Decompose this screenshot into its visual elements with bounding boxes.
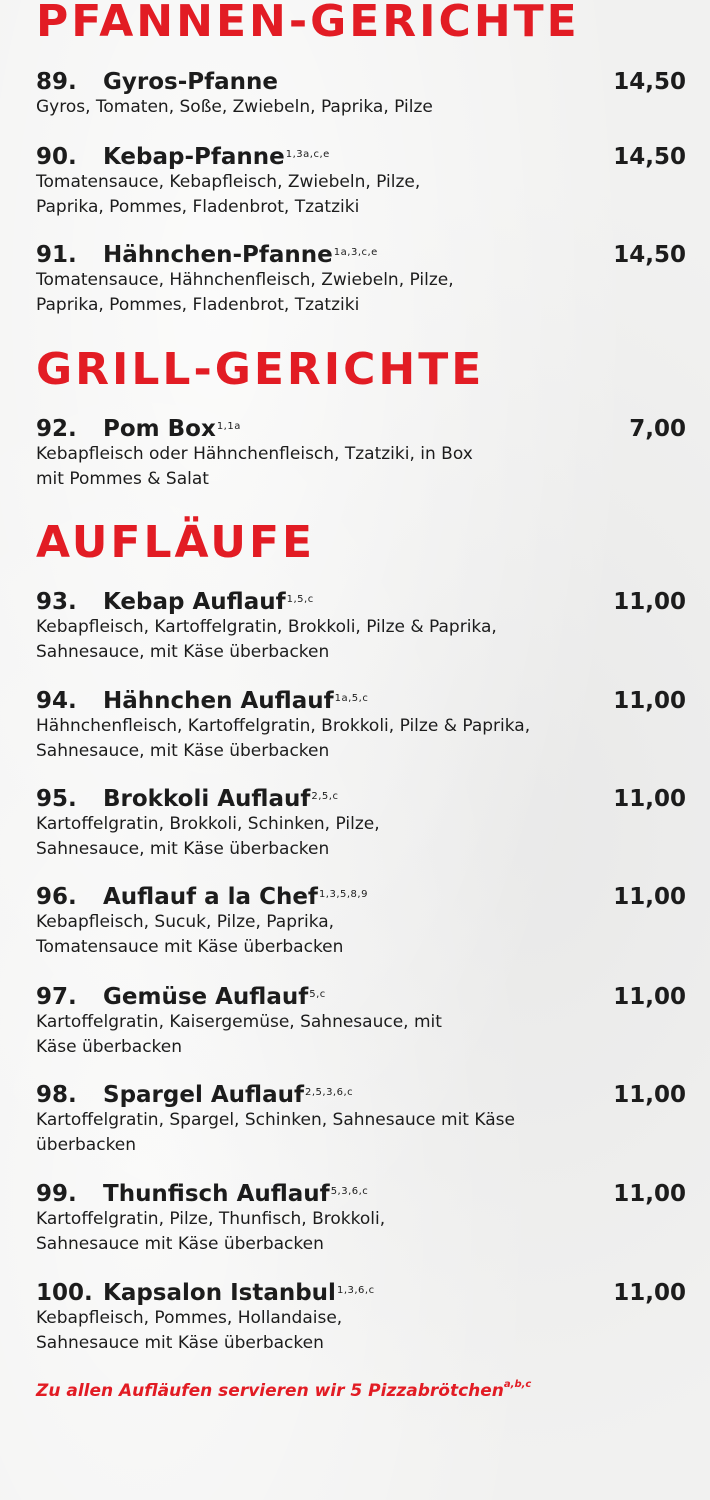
item-description: Kartoffelgratin, Spargel, Schinken, Sahnesauce mit Käse überbacken	[36, 1110, 515, 1155]
menu-item-94	[36, 686, 686, 764]
menu-item-97	[36, 982, 686, 1060]
item-price: 11,00	[613, 984, 686, 1010]
allergen-codes: 1,3,5,8,9	[318, 889, 368, 900]
item-price: 14,50	[613, 69, 686, 95]
item-number: 97.	[36, 984, 77, 1010]
item-price: 11,00	[613, 786, 686, 812]
item-name: Brokkoli Auflauf$^{2,5,c}$	[103, 786, 339, 812]
section-title-grill: GRILL-GERICHTE	[36, 344, 485, 395]
menu-item-93	[36, 587, 686, 665]
allergen-codes: 1a,3,c,e	[333, 247, 378, 258]
footnote-allergens: a,b,c	[503, 1379, 532, 1390]
section-title-auflaeufe: AUFLÄUFE	[36, 517, 316, 568]
item-number: 91.	[36, 242, 77, 268]
allergen-codes: 1,5,c	[286, 594, 314, 605]
item-description: Tomatensauce, Kebapfleisch, Zwiebeln, Pilze, Paprika, Pommes, Fladenbrot, Tzatziki	[36, 172, 421, 217]
item-name: Gemüse Auflauf$^{5,c}$	[103, 984, 326, 1010]
item-number: 95.	[36, 786, 77, 812]
item-number: 99.	[36, 1181, 77, 1207]
item-name: Hähnchen-Pfanne$^{1a,3,c,e}$	[103, 242, 378, 268]
allergen-codes: 1,1a	[216, 421, 241, 432]
item-description: Hähnchenfleisch, Kartoffelgratin, Brokkoli, Pilze & Paprika, Sahnesauce, mit Käse überbacken	[36, 716, 531, 761]
menu-item-92	[36, 414, 686, 492]
item-number: 100.	[36, 1280, 93, 1306]
item-price: 11,00	[613, 1181, 686, 1207]
menu-item-98	[36, 1080, 686, 1158]
section-title-pfannen: PFANNEN-GERICHTE	[36, 0, 580, 47]
item-price: 14,50	[613, 242, 686, 268]
item-number: 89.	[36, 69, 77, 95]
item-number: 94.	[36, 688, 77, 714]
item-description: Gyros, Tomaten, Soße, Zwiebeln, Paprika, Pilze	[36, 97, 433, 117]
item-description: Kartoffelgratin, Kaisergemüse, Sahnesauce, mit Käse überbacken	[36, 1012, 442, 1057]
item-description: Kartoffelgratin, Pilze, Thunfisch, Brokkoli, Sahnesauce mit Käse überbacken	[36, 1209, 386, 1254]
allergen-codes: 5,3,6,c	[330, 1186, 369, 1197]
item-price: 7,00	[629, 416, 686, 442]
footnote: Zu allen Aufläufen servieren wir 5 Pizzabrötchen$^{a,b,c}$	[36, 1379, 532, 1401]
item-number: 92.	[36, 416, 77, 442]
item-name: Kapsalon Istanbul$^{1,3,6,c}$	[103, 1280, 375, 1306]
allergen-codes: 5,c	[309, 989, 326, 1000]
item-price: 14,50	[613, 144, 686, 170]
menu-item-99	[36, 1179, 686, 1257]
allergen-codes: 2,5,c	[311, 791, 339, 802]
item-description: Tomatensauce, Hähnchenfleisch, Zwiebeln, Pilze, Paprika, Pommes, Fladenbrot, Tzatziki	[36, 270, 454, 315]
menu-item-90	[36, 142, 686, 220]
item-price: 11,00	[613, 589, 686, 615]
allergen-codes: 1,3,6,c	[336, 1285, 375, 1296]
item-number: 93.	[36, 589, 77, 615]
item-number: 98.	[36, 1082, 77, 1108]
item-price: 11,00	[613, 688, 686, 714]
item-price: 11,00	[613, 1082, 686, 1108]
item-name: Auflauf a la Chef$^{1,3,5,8,9}$	[103, 884, 368, 910]
item-description: Kartoffelgratin, Brokkoli, Schinken, Pilze, Sahnesauce, mit Käse überbacken	[36, 814, 380, 859]
item-price: 11,00	[613, 884, 686, 910]
menu-item-96	[36, 882, 686, 960]
menu-item-100	[36, 1278, 686, 1356]
menu-item-95	[36, 784, 686, 862]
allergen-codes: 1,3a,c,e	[285, 149, 330, 160]
item-name: Gyros-Pfanne	[103, 69, 278, 95]
item-name: Pom Box$^{1,1a}$	[103, 416, 241, 442]
item-price: 11,00	[613, 1280, 686, 1306]
item-name: Kebap Auflauf$^{1,5,c}$	[103, 589, 314, 615]
menu-item-89	[36, 67, 686, 120]
item-number: 90.	[36, 144, 77, 170]
item-description: Kebapfleisch, Pommes, Hollandaise, Sahnesauce mit Käse überbacken	[36, 1308, 343, 1353]
item-description: Kebapfleisch, Kartoffelgratin, Brokkoli, Pilze & Paprika, Sahnesauce, mit Käse überbacken	[36, 617, 497, 662]
allergen-codes: 2,5,3,6,c	[304, 1087, 354, 1098]
item-number: 96.	[36, 884, 77, 910]
menu-item-91	[36, 240, 686, 318]
item-description: Kebapfleisch oder Hähnchenfleisch, Tzatziki, in Box mit Pommes & Salat	[36, 444, 473, 489]
item-name: Thunfisch Auflauf$^{5,3,6,c}$	[103, 1181, 369, 1207]
item-description: Kebapfleisch, Sucuk, Pilze, Paprika, Tomatensauce mit Käse überbacken	[36, 912, 344, 957]
item-name: Spargel Auflauf$^{2,5,3,6,c}$	[103, 1082, 354, 1108]
allergen-codes: 1a,5,c	[334, 693, 369, 704]
item-name: Hähnchen Auflauf$^{1a,5,c}$	[103, 688, 369, 714]
item-name: Kebap-Pfanne$^{1,3a,c,e}$	[103, 144, 330, 170]
